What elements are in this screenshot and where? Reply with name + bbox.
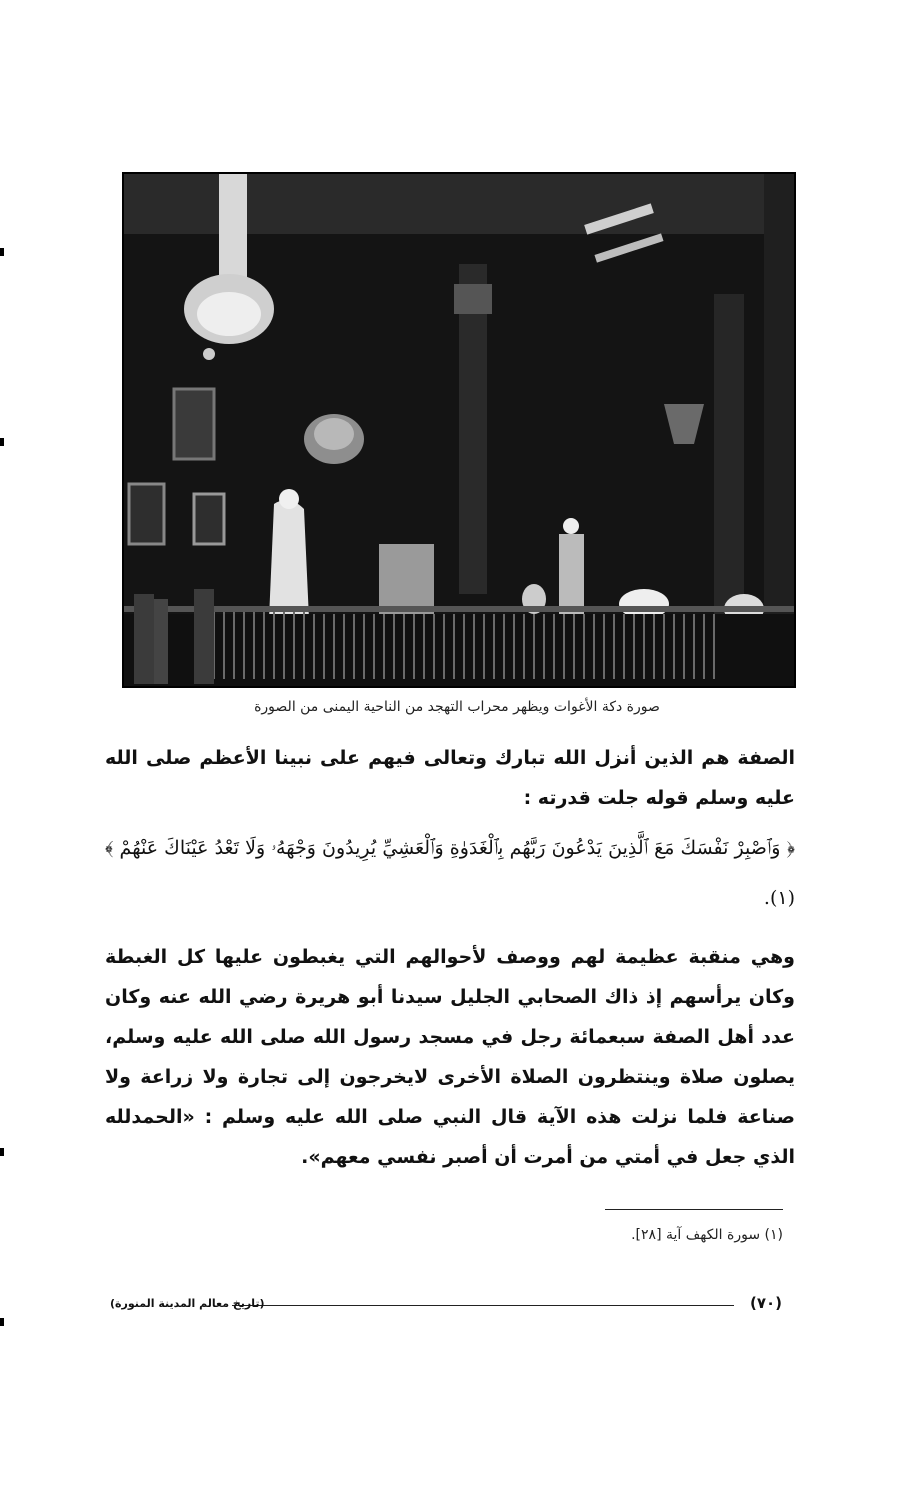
main-paragraph-end: . xyxy=(301,1146,309,1168)
quran-verse: ﴿ وَٱصْبِرْ نَفْسَكَ مَعَ ٱلَّذِينَ يَدْعُونَ رَبَّهُم بِٱلْغَدَوٰةِ وَٱلْعَشِيِّ يُرِيدُونَ وَجْهَهُۥ وَلَا تَعْدُ عَيْنَاكَ عَنْهُمْ ﴾(١). xyxy=(105,837,795,909)
main-paragraph-text: وهي منقبة عظيمة لهم ووصف لأحوالهم التي يغبطون عليها كل الغبطة وكان يرأسهم إذ ذاك الصحابي الجليل سيدنا أبو هريرة رضي الله عنه وكان عدد أهل الصفة سبعمائة رجل في مسجد رسول الله صلى الله عليه وسلم، يصلون صلاة وينتظرون الصلاة الأخرى لايخرجون إلى تجارة ولا زراعة ولا صناعة فلما نزلت هذه الآية قال النبي صلى الله عليه وسلم : xyxy=(105,946,795,1128)
page-footer xyxy=(110,1294,782,1317)
photo-caption: صورة دكة الأغوات ويظهر محراب التهجد من الناحية اليمنى من الصورة xyxy=(254,699,660,715)
mosque-interior-illustration xyxy=(124,174,794,686)
scan-edge-mark xyxy=(0,1318,4,1326)
footnote: (١) سورة الكهف آية [٢٨]. xyxy=(631,1227,783,1243)
scan-edge-mark xyxy=(0,438,4,446)
scan-edge-mark xyxy=(0,1148,4,1156)
mosque-photo xyxy=(122,172,796,688)
main-paragraph xyxy=(105,937,795,1177)
book-title: (تاريخ معالم المدينة المنورة) xyxy=(110,1297,265,1310)
page-number: (٧٠) xyxy=(749,1294,782,1312)
scan-edge-mark xyxy=(0,248,4,256)
footer-rule xyxy=(232,1305,734,1306)
hadith-quote: «الحمدلله الذي جعل في أمتي من أمرت أن أصبر نفسي معهم» xyxy=(105,1106,795,1168)
footnote-separator xyxy=(605,1209,783,1210)
intro-paragraph: الصفة هم الذين أنزل الله تبارك وتعالى فيهم على نبينا الأعظم صلى الله عليه وسلم قوله جلت قدرته : xyxy=(105,747,795,809)
